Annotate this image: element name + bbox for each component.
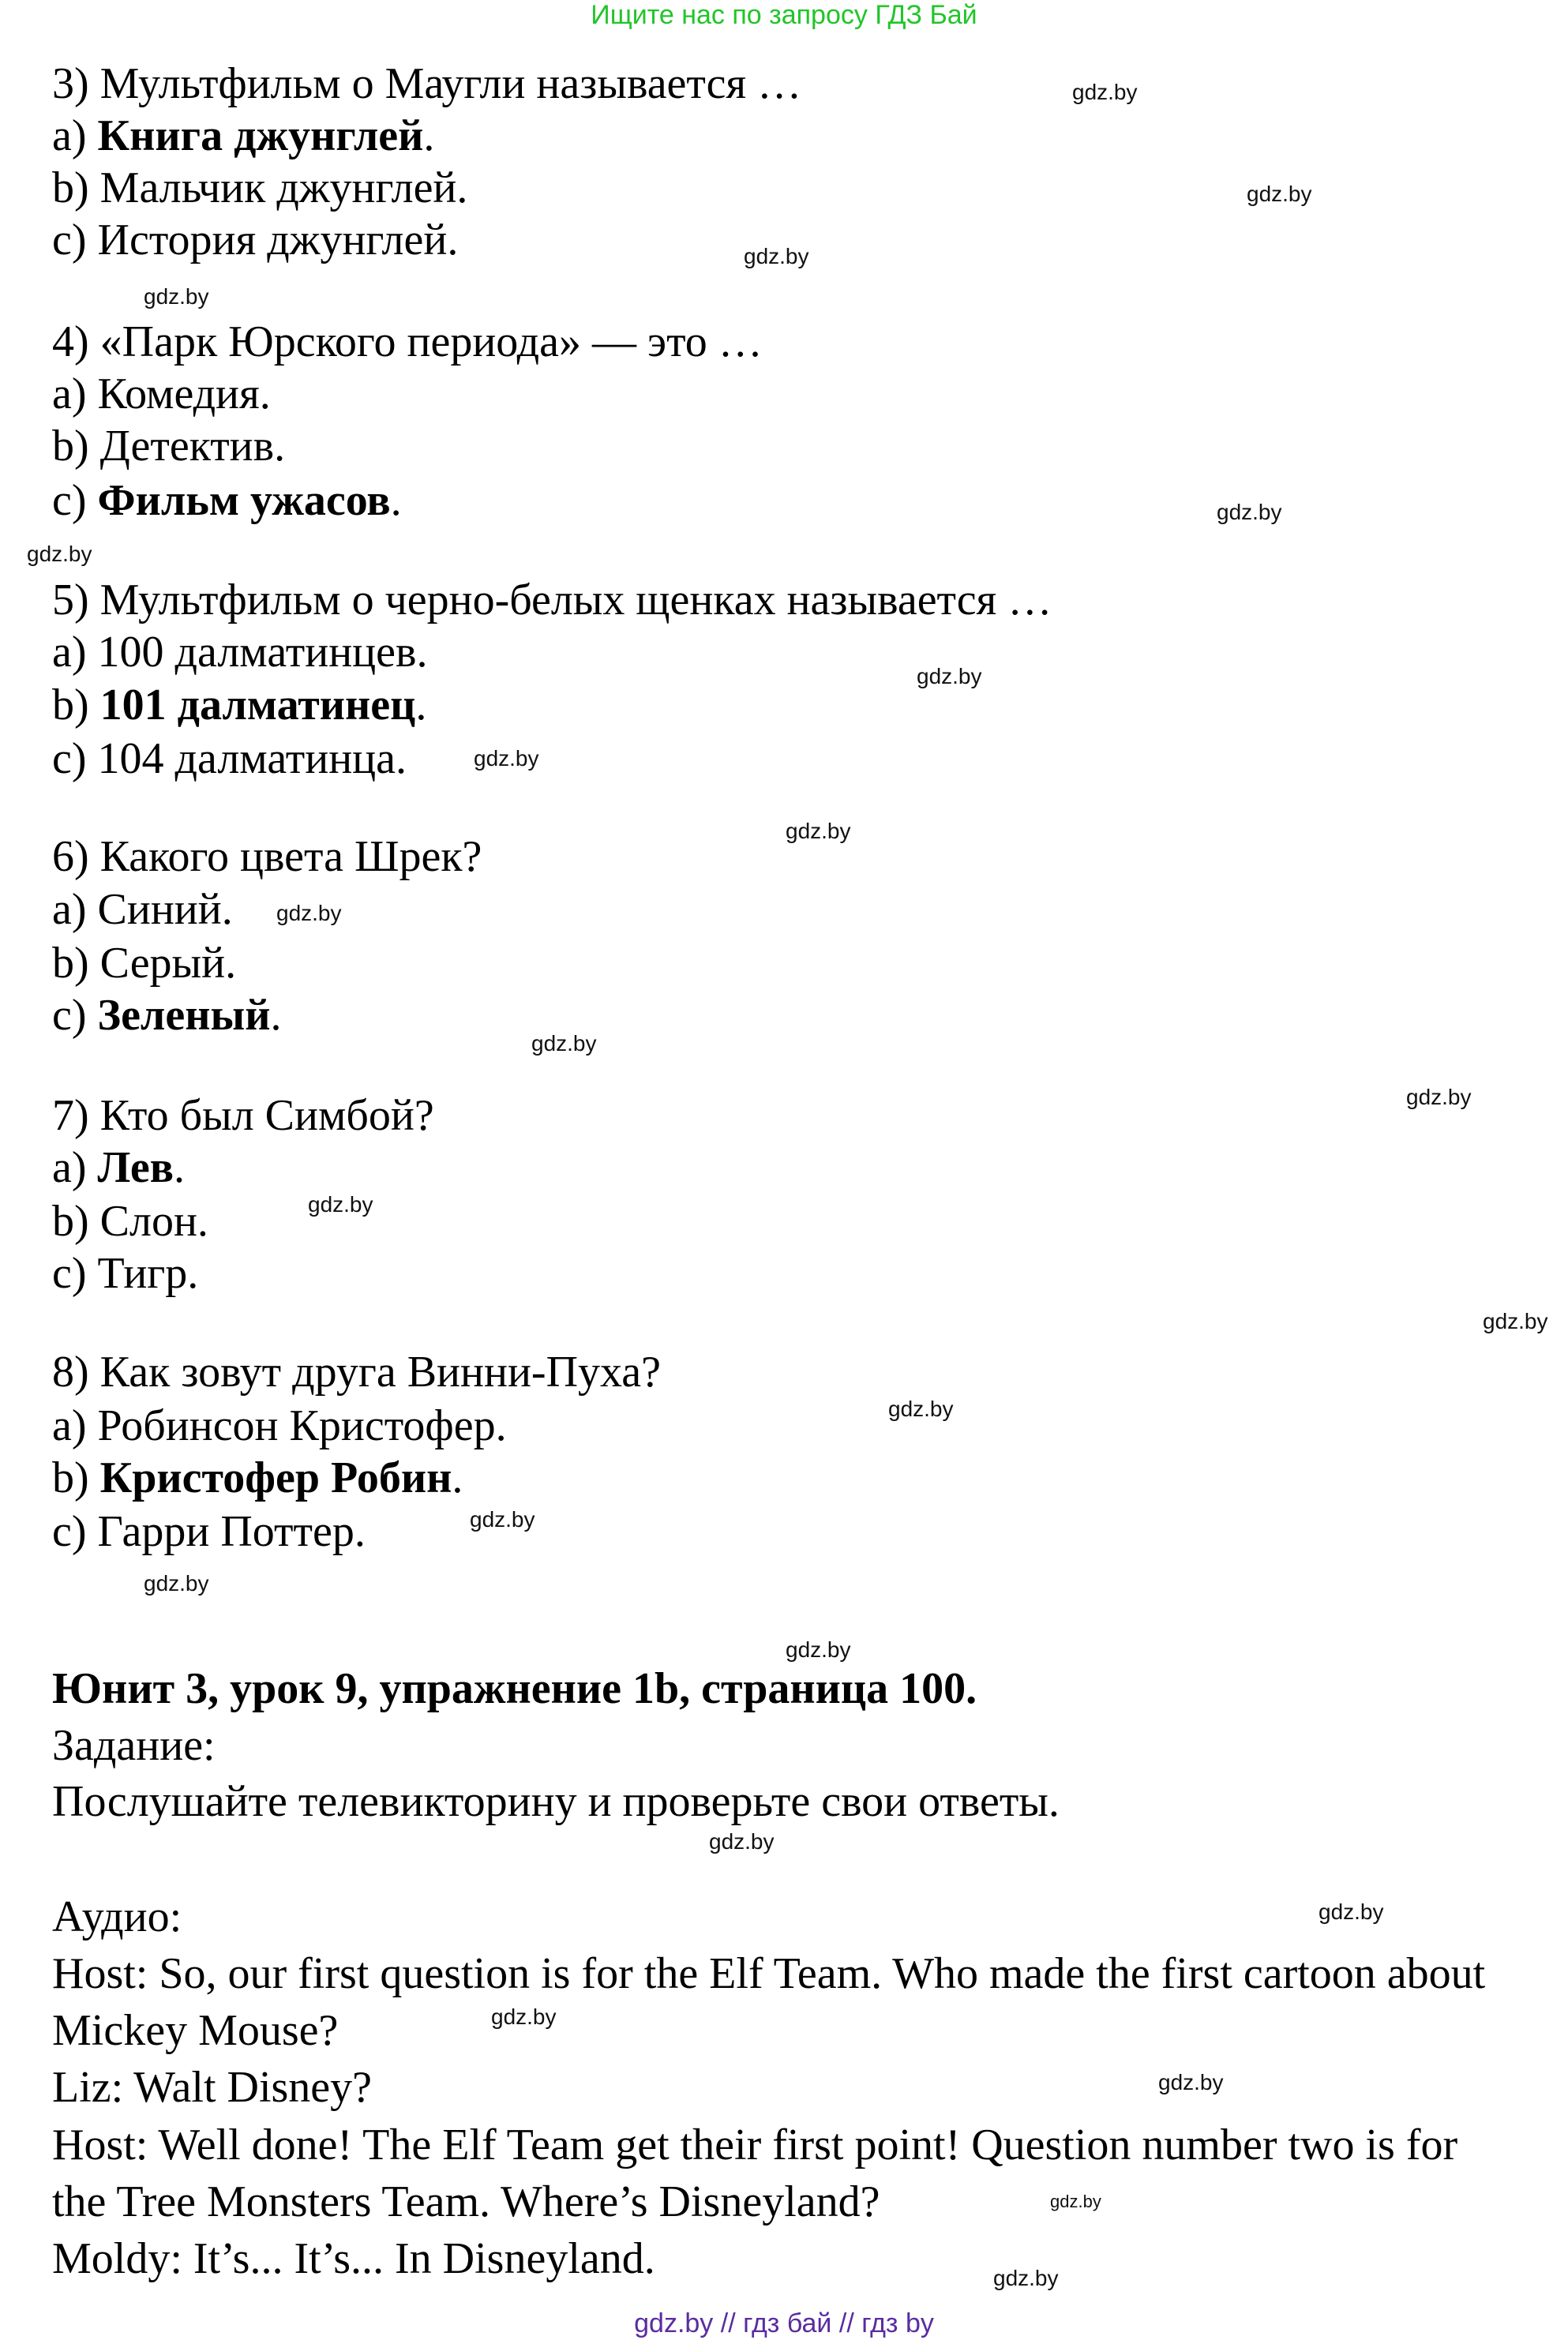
question-7: 7) Кто был Симбой? bbox=[52, 1091, 434, 1140]
option-4c: c) Фильм ужасов. bbox=[52, 476, 402, 525]
watermark: gdz.by bbox=[1319, 1899, 1384, 1924]
audio-line: Liz: Walt Disney? bbox=[52, 2063, 373, 2112]
watermark: gdz.by bbox=[917, 664, 982, 688]
watermark: gdz.by bbox=[786, 1637, 851, 1662]
audio-line: Moldy: It’s... It’s... In Disneyland. bbox=[52, 2234, 655, 2283]
watermark: gdz.by bbox=[144, 1571, 209, 1596]
footer-watermark: gdz.by // гдз бай // гдз by bbox=[634, 2308, 934, 2338]
watermark: gdz.by bbox=[1406, 1085, 1472, 1109]
watermark: gdz.by bbox=[1050, 2192, 1101, 2211]
watermark: gdz.by bbox=[993, 2266, 1059, 2290]
watermark: gdz.by bbox=[144, 284, 209, 309]
option-6b: b) Серый. bbox=[52, 939, 237, 988]
watermark: gdz.by bbox=[308, 1192, 373, 1217]
watermark: gdz.by bbox=[276, 901, 342, 925]
watermark: gdz.by bbox=[531, 1031, 597, 1056]
watermark: gdz.by bbox=[786, 819, 851, 843]
option-8a: a) Робинсон Кристофер. bbox=[52, 1401, 507, 1450]
option-3b: b) Мальчик джунглей. bbox=[52, 163, 468, 212]
watermark: gdz.by bbox=[709, 1829, 775, 1854]
header-watermark: Ищите нас по запросу ГДЗ Бай bbox=[591, 0, 977, 30]
audio-label: Аудио: bbox=[52, 1892, 182, 1941]
exercise-heading: Юнит 3, урок 9, упражнение 1b, страница 100. bbox=[52, 1664, 977, 1713]
option-7a: a) Лев. bbox=[52, 1143, 185, 1192]
task-label: Задание: bbox=[52, 1721, 216, 1770]
watermark: gdz.by bbox=[474, 746, 539, 771]
question-3: 3) Мультфильм о Маугли называется … bbox=[52, 59, 802, 108]
option-3c: c) История джунглей. bbox=[52, 216, 459, 264]
question-6: 6) Какого цвета Шрек? bbox=[52, 832, 482, 881]
option-5a: a) 100 далматинцев. bbox=[52, 628, 428, 677]
option-4b: b) Детектив. bbox=[52, 422, 286, 471]
watermark: gdz.by bbox=[1158, 2070, 1224, 2094]
option-5c: c) 104 далматинца. bbox=[52, 734, 407, 783]
option-6c: c) Зеленый. bbox=[52, 991, 282, 1040]
option-3a: a) Книга джунглей. bbox=[52, 111, 435, 160]
option-6a: a) Синий. bbox=[52, 885, 233, 934]
audio-line: Host: So, our first question is for the Elf Team. Who made the first cartoon about bbox=[52, 1949, 1486, 1998]
task-text: Послушайте телевикторину и проверьте свои ответы. bbox=[52, 1777, 1060, 1826]
watermark: gdz.by bbox=[1247, 182, 1312, 206]
watermark: gdz.by bbox=[888, 1397, 954, 1421]
question-4: 4) «Парк Юрского периода» — это … bbox=[52, 317, 763, 366]
watermark: gdz.by bbox=[1072, 80, 1138, 104]
watermark: gdz.by bbox=[470, 1507, 535, 1532]
audio-line: Host: Well done! The Elf Team get their first point! Question number two is for bbox=[52, 2121, 1458, 2169]
option-5b: b) 101 далматинец. bbox=[52, 681, 427, 729]
option-8c: c) Гарри Поттер. bbox=[52, 1507, 366, 1556]
option-7b: b) Слон. bbox=[52, 1197, 208, 1246]
option-7c: c) Тигр. bbox=[52, 1249, 199, 1298]
watermark: gdz.by bbox=[1217, 500, 1282, 524]
watermark: gdz.by bbox=[27, 542, 92, 566]
watermark: gdz.by bbox=[1483, 1309, 1548, 1333]
watermark: gdz.by bbox=[744, 244, 809, 268]
audio-line: the Tree Monsters Team. Where’s Disneyland? bbox=[52, 2177, 880, 2226]
option-8b: b) Кристофер Робин. bbox=[52, 1453, 463, 1502]
option-4a: a) Комедия. bbox=[52, 369, 271, 418]
question-5: 5) Мультфильм о черно-белых щенках называется … bbox=[52, 576, 1052, 624]
audio-line: Mickey Mouse? bbox=[52, 2006, 339, 2055]
question-8: 8) Как зовут друга Винни-Пуха? bbox=[52, 1348, 661, 1397]
watermark: gdz.by bbox=[491, 2004, 557, 2029]
